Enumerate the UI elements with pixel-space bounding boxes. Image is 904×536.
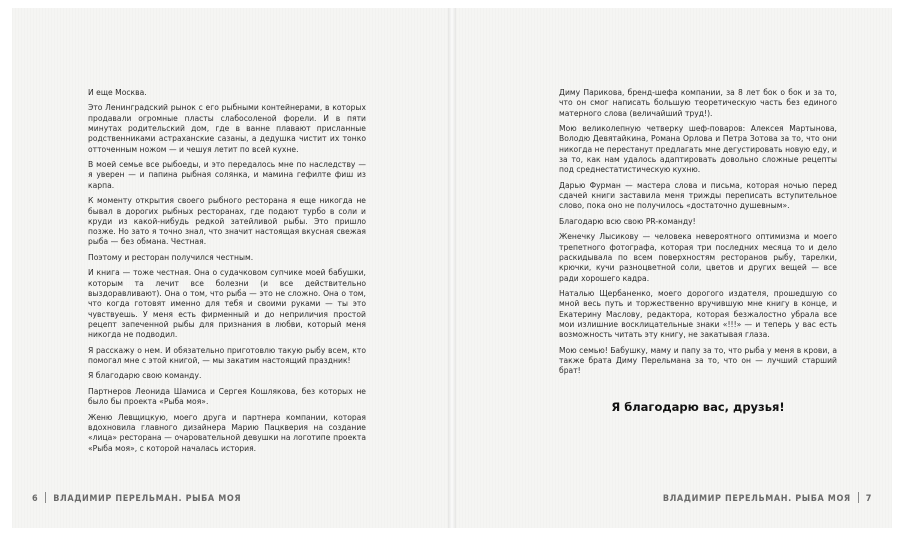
- paragraph: Я расскажу о нем. И обязательно приготовлю такую рыбу всем, кто помогал мне с этой книгой, — мы закатим настоящий праздник!: [88, 345, 366, 365]
- footer-divider: [45, 492, 46, 503]
- right-page-footer: [663, 492, 872, 504]
- footer-divider: [858, 492, 859, 503]
- paragraph: Женечку Лысикову — человека невероятного оптимизма и моего трепетного фотографа, которая три последних месяца то и дело раскидывала по всем поверхностям ресторанов рыбу, тарелки, крючки, кучи разноцветной соли, цветов и других вещей — все ради хорошего кадра.: [559, 232, 837, 283]
- paragraph: К моменту открытия своего рыбного ресторана я еще никогда не бывал в дорогих рыбных ресторанах, где подают турбо в соли и круди из какой-нибудь редкой затейливой рыбы. Это пришло позже. Но зато я точно знал, что значит настоящая вкусная свежая рыба — без обмана. Честная.: [88, 196, 366, 247]
- right-page-body: [559, 88, 837, 382]
- paragraph: В моей семье все рыбоеды, и это передалось мне по наследству — я уверен — и папина рыбная солянка, и мамина гефилте фиш из карпа.: [88, 160, 366, 190]
- left-page-footer: [32, 492, 241, 504]
- paragraph: И еще Москва.: [88, 88, 147, 97]
- paragraph: Наталью Щербаненко, моего дорогого издателя, прошедшую со мной весь путь и торжественно вручившую мне книгу в конце, и Екатерину Маслову, редактора, которая безжалостно убрала все мои излишние восклицательные знаки «!!!» — и теперь у вас есть возможность читать эту книгу, не закатывая глаза.: [559, 288, 837, 340]
- paragraph: Благодарю всю свою PR-команду!: [559, 216, 696, 226]
- book-spine: [448, 8, 456, 528]
- paragraph: И книга — тоже честная. Она о судачковом супчике моей бабушки, которым та лечит все болезни (и все действительно выздоравливают). Она о том, что рыба — это не сложно. Она о том, что когда готовят именно для тебя и своими руками — ты это чувствуешь. У меня есть фирменный и до неприличия простой рецепт запеченной рыбы для признания в любви, который меня никогда не подводил.: [88, 268, 366, 340]
- left-page: [12, 8, 448, 528]
- left-page-body: [88, 88, 366, 459]
- right-page: [456, 8, 892, 528]
- closing-line: Я благодарю вас, друзья!: [611, 400, 785, 414]
- paragraph: Поэтому и ресторан получился честным.: [88, 252, 254, 262]
- paragraph: Это Ленинградский рынок с его рыбными контейнерами, в которых продавали огромные пласты слабосоленой форели. И в пяти минутах родительский дом, где в ванне плавают присланные родственниками астраханские сазаны, а дедушка чистит их тонко отточенным ножом — и чешуя летит по всей кухне.: [88, 103, 366, 154]
- paragraph: Диму Парикова, бренд-шефа компании, за 8 лет бок о бок и за то, что он смог написать большую теоретическую часть без единого матерного слова (величайший труд!).: [559, 88, 837, 118]
- running-title: ВЛАДИМИР ПЕРЕЛЬМАН. РЫБА МОЯ: [53, 494, 242, 504]
- paragraph: Мою семью! Бабушку, маму и папу за то, что рыба у меня в крови, а также брата Диму Перельмана за то, что он — лучший старший брат!: [559, 345, 837, 376]
- paragraph: Дарью Фурман — мастера слова и письма, которая ночью перед сдачей книги заставила меня трижды переписать вступительное слово, пока оно не получилось «достаточно душевным».: [559, 180, 837, 211]
- paragraph: Партнеров Леонида Шамиса и Сергея Кошлякова, без которых не было бы проекта «Рыба моя».: [88, 386, 366, 407]
- running-title: ВЛАДИМИР ПЕРЕЛЬМАН. РЫБА МОЯ: [662, 494, 851, 504]
- paragraph: Мою великолепную четверку шеф-поваров: Алексея Мартынова, Володю Девятайкина, Романа Орлова и Петра Зотова за то, что они никогда не перестанут предлагать мне дегустировать новую еду, и за то, как нам удалось адаптировать довольно сложные рецепты под среднестатистическую кухню.: [559, 124, 837, 175]
- page-number: 7: [865, 494, 872, 504]
- paragraph: Я благодарю свою команду.: [88, 371, 202, 381]
- paragraph: Женю Левщицкую, моего друга и партнера компании, которая вдохновила главного дизайнера Марию Пацкверия на создание «лица» ресторана — очаровательной девушки на логотипе проекта «Рыба моя», с которой началась история.: [88, 412, 366, 453]
- page-number: 6: [32, 494, 39, 504]
